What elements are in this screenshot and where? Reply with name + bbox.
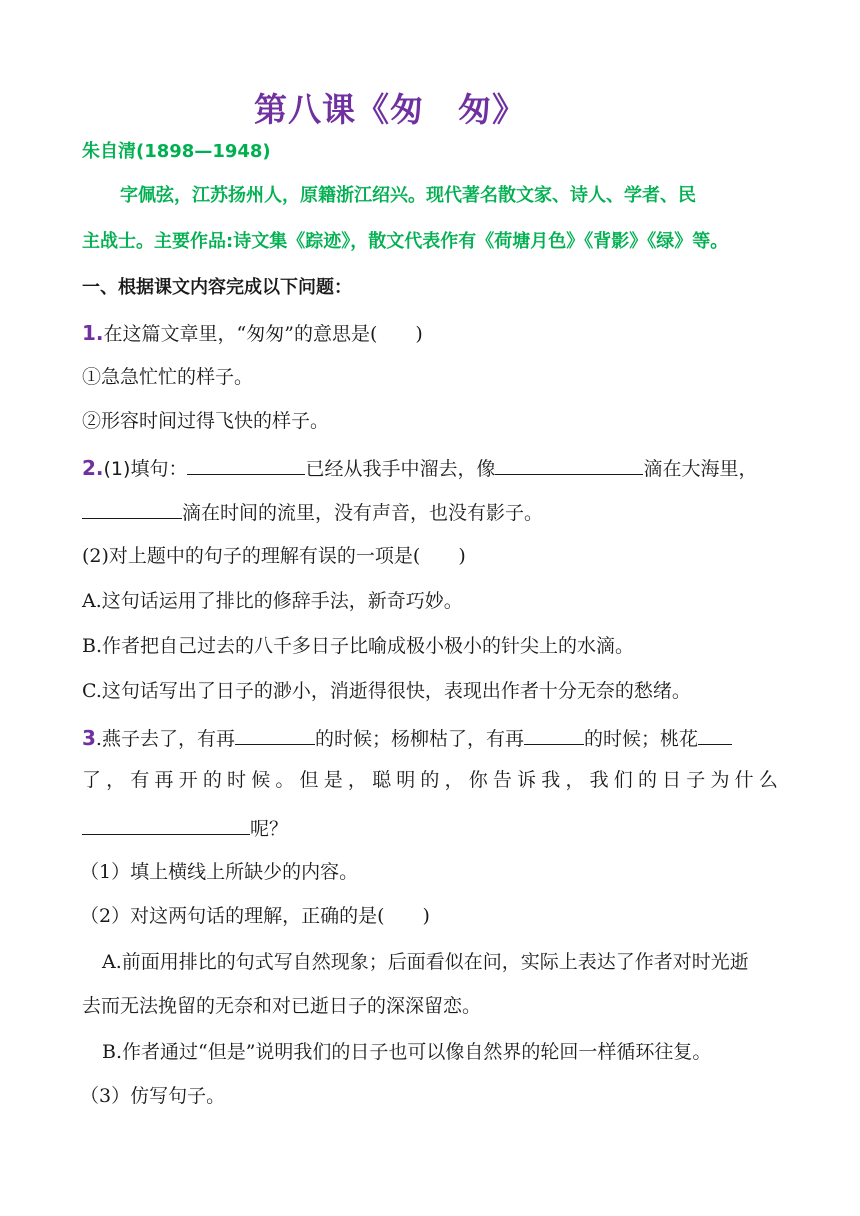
q3-char: 的: [202, 769, 222, 791]
q2-blank-1[interactable]: [187, 454, 305, 475]
q3-option-a-line2: 去而无法挽留的无奈和对已逝日子的深深留恋。: [82, 995, 482, 1017]
q2-option-c: C.这句话写出了日子的渺小，消逝得很快，表现出作者十分无奈的愁绪。: [82, 680, 691, 702]
q1-option-2: ②形容时间过得飞快的样子。: [82, 410, 330, 432]
section-heading: 一、根据课文内容完成以下问题：: [82, 277, 352, 298]
q3-char: 的: [637, 769, 657, 791]
q3-char: 再: [154, 769, 174, 791]
q3-char: 们: [613, 769, 633, 791]
q3-dot: .: [95, 728, 102, 750]
q3-char: ，: [565, 769, 585, 791]
author-bio-line1: 字佩弦，江苏扬州人，原籍浙江绍兴。现代著名散文家、诗人、学者、民: [120, 185, 696, 206]
q3-char: 候: [251, 769, 271, 791]
q3-line1-a: 燕子去了，有再: [101, 728, 235, 750]
q3-line1: [82, 724, 732, 751]
q3-line3: [82, 814, 288, 841]
q1-text: 在这篇文章里，“匆匆”的意思是( ): [103, 323, 423, 345]
q3-char: 子: [686, 769, 706, 791]
q3-line3-end: 呢？: [250, 818, 289, 840]
q3-char: 明: [396, 769, 416, 791]
q3-char: 你: [468, 769, 488, 791]
q2-part1-c: 滴在大海里，: [643, 458, 758, 480]
lesson-title: 第八课《匆 匆》: [254, 90, 526, 129]
q3-line1-b: 的时候；杨柳枯了，有再: [314, 728, 524, 750]
q3-char: 是: [323, 769, 343, 791]
q3-blank-3[interactable]: [698, 724, 732, 745]
q3-char: 开: [178, 769, 198, 791]
q3-char: 的: [420, 769, 440, 791]
q3-char: 诉: [517, 769, 537, 791]
q3-sub3: （3）仿写句子。: [80, 1085, 226, 1107]
q3-char: 么: [758, 769, 778, 791]
q3-char: 。: [275, 769, 295, 791]
q1-number: 1.: [82, 321, 104, 345]
q3-char: ，: [347, 769, 367, 791]
q2-part1-b: 已经从我手中溜去，像: [305, 458, 496, 480]
q3-char: ，: [444, 769, 464, 791]
author-bio-line2: 主战士。主要作品:诗文集《踪迹》，散文代表作有《荷塘月色》《背影》《绿》等。: [82, 231, 729, 252]
q1-option-1: ①急急忙忙的样子。: [82, 366, 254, 388]
q3-char: 了: [82, 769, 102, 791]
q3-char: 我: [589, 769, 609, 791]
q2-blank-3[interactable]: [82, 498, 182, 519]
q3-line1-c: 的时候；桃花: [584, 728, 699, 750]
q3-char: ，: [106, 769, 126, 791]
q2-option-a: A.这句话运用了排比的修辞手法，新奇巧妙。: [82, 590, 463, 612]
q3-line2: [82, 768, 778, 792]
q2-number: 2.: [82, 456, 104, 480]
q3-char: 聪: [372, 769, 392, 791]
q3-char: 但: [299, 769, 319, 791]
q3-number: 3: [82, 726, 96, 750]
q1-stem: [82, 321, 423, 346]
q2-fill-line2: [82, 498, 543, 525]
q3-option-b: B.作者通过“但是”说明我们的日子也可以像自然界的轮回一样循环往复。: [102, 1041, 712, 1063]
q2-part1-d: 滴在时间的流里，没有声音，也没有影子。: [182, 502, 544, 524]
q2-part1-a: 填句：: [130, 458, 188, 480]
q3-option-a-line1: A.前面用排比的句式写自然现象；后面看似在问，实际上表达了作者对时光逝: [102, 951, 749, 973]
q3-char: 什: [734, 769, 754, 791]
q3-sub2: （2）对这两句话的理解，正确的是( ): [80, 905, 430, 927]
q3-char: 告: [492, 769, 512, 791]
q3-sub1: （1）填上横线上所缺少的内容。: [80, 861, 359, 883]
q2-fill-line1: [82, 454, 757, 481]
q3-char: 日: [662, 769, 682, 791]
q2-part2: (2)对上题中的句子的理解有误的一项是( ): [82, 545, 466, 567]
q3-char: 我: [541, 769, 561, 791]
q3-char: 时: [227, 769, 247, 791]
q3-char: 有: [130, 769, 150, 791]
q3-blank-4[interactable]: [82, 814, 250, 835]
q2-part1-label: (1): [103, 458, 131, 480]
q2-option-b: B.作者把自己过去的八千多日子比喻成极小极小的针尖上的水滴。: [82, 635, 635, 657]
q3-blank-1[interactable]: [235, 724, 315, 745]
q2-blank-2[interactable]: [495, 454, 643, 475]
q3-char: 为: [710, 769, 730, 791]
q3-blank-2[interactable]: [524, 724, 584, 745]
author-name-line: 朱自清(1898—1948): [82, 141, 271, 162]
